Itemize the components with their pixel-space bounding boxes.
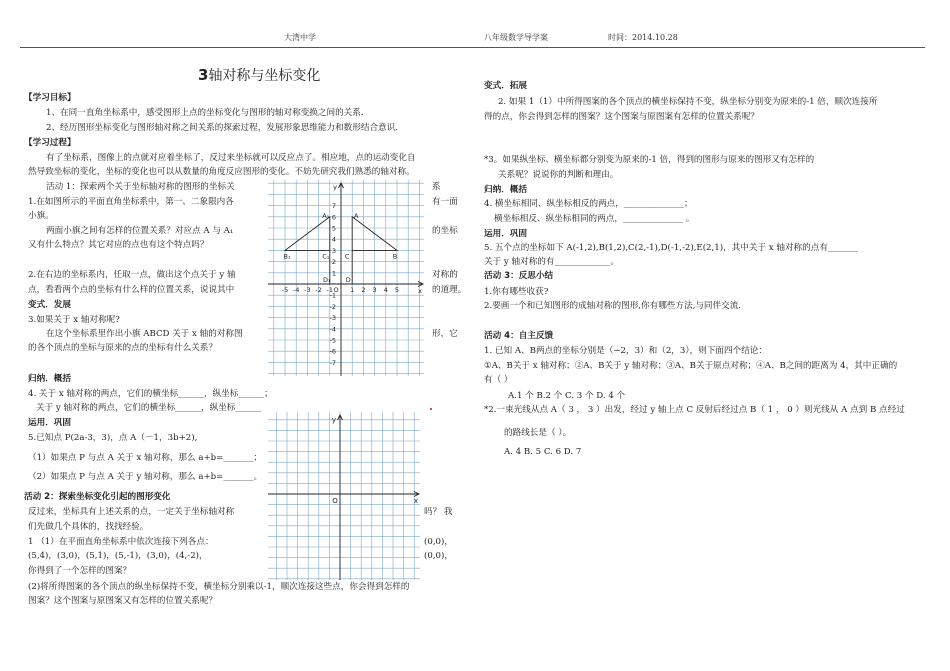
x-tick-label: 5 xyxy=(394,286,400,294)
r4-line-b: 横坐标相反、纵坐标相同的两点，______________ 。 xyxy=(494,214,695,224)
q2-line-b: 对称的 xyxy=(432,270,458,280)
x-tick-label: 3 xyxy=(372,286,377,294)
point-label-d: D xyxy=(345,276,351,284)
y-tick-label: -4 xyxy=(329,325,336,334)
x-tick-label: -5 xyxy=(281,286,289,294)
p1-line-a: 1 （1）在平面直角坐标系中依次连接下列各点： xyxy=(28,537,214,547)
q3-line-a: 3.如果关于 x 轴对称呢? xyxy=(28,315,120,325)
goals-heading: 【学习目标】 xyxy=(24,93,76,103)
activity4-title: 活动 4：自主反馈 xyxy=(484,331,554,341)
q2-line-c: 点，看看两个点的坐标有什么样的位置关系，说说其中 xyxy=(28,285,235,295)
point-label-c: C xyxy=(344,252,350,261)
page-title xyxy=(198,66,320,85)
p1-line-b: (0,0)， xyxy=(424,537,453,547)
x-tick-label: -1 xyxy=(326,286,334,294)
r7-line: 2.要画一个和已知图形的成轴对称的图形,你有哪些方法,与同伴交流. xyxy=(484,301,742,311)
q5-part-1: （1）如果点 P 与点 A 关于 x 轴对称，那么 a+b=_______； xyxy=(28,453,263,463)
act2-line-b: 吗？ 我 xyxy=(424,507,453,517)
title-text: 轴对称与坐标变化 xyxy=(208,68,321,84)
r4-line-a: 4. 横坐标相同、纵坐标相反的两点，______________； xyxy=(484,199,693,209)
right-variation-heading: 变式．拓展 xyxy=(484,81,527,91)
title-number: 3 xyxy=(198,66,209,84)
x-tick-label: 2 xyxy=(361,286,366,294)
p2-line-b: 图案？这个图案与原图案又有怎样的位置关系呢？ xyxy=(28,596,218,606)
y-tick-label: -2 xyxy=(329,302,336,311)
r6-line: 1.你有哪些收获? xyxy=(484,287,549,297)
variation-heading: 变式．发展 xyxy=(28,300,71,310)
origin-label: O xyxy=(333,286,339,294)
point-label-b1: B₁ xyxy=(283,252,291,261)
q5-line: 5.已知点 P(2a-3，3)，点 A（－1，3b+2), xyxy=(28,433,198,443)
y-tick-label: 5 xyxy=(331,224,336,233)
activity2-title: 活动 2：探索坐标变化引起的图形变化 xyxy=(24,492,171,502)
y-tick-label: 2 xyxy=(331,258,336,267)
header-school: 大湾中学 xyxy=(284,33,316,42)
x-axis-label: x xyxy=(418,287,422,295)
q2-line-a: 2.在右边的坐标系内，任取一点，做出这个点关于 y 轴 xyxy=(28,270,236,280)
act2-line-a: 反过来，坐标具有上述关系的点，一定关于坐标轴对称 xyxy=(28,507,235,517)
q1-line-d: 两面小旗之间有怎样的位置关系？对应点 A 与 A₁ xyxy=(46,226,234,236)
coordinate-grid-flags xyxy=(268,180,424,376)
r5-line-a: 5. 五个点的坐标如下 A(-1,2),B(1,2),C(2,-1),D(-1,-2),E(2,1)，其中关于 x 轴对称的点有_______ xyxy=(484,243,858,253)
r5-line-b: 关于 y 轴对称的有_____________。 xyxy=(484,257,619,267)
q1-line-a: 1.在如图所示的平面直角坐标系中，第一、二象限内各 xyxy=(28,197,234,207)
q1-line-f: 又有什么特点？其它对应的点也有这个特点吗？ xyxy=(28,240,209,250)
y-tick-label: -7 xyxy=(329,358,336,367)
y-tick-label: 4 xyxy=(331,235,336,244)
y-tick-label: -3 xyxy=(329,314,336,323)
header-rule xyxy=(20,47,925,48)
activity1-title-end: 系 xyxy=(432,182,441,192)
q4-line-b: 关于 y 轴对称的两点，它们的横坐标______，纵坐标______ xyxy=(36,403,262,413)
origin-label: O xyxy=(332,497,338,505)
y-tick-label: 6 xyxy=(331,213,336,222)
r9-line: ①A、B关于 x 轴对称；②A、B关于 y 轴对称；③A、B关于原点对称；④A、B之间的距离为 4，其中正确的 xyxy=(484,361,898,371)
intro-line-2: 然导致坐标的变化，坐标的变化也可以从数量的角度反应图形的变化。不妨先研究我们熟悉的轴对称。 xyxy=(28,167,415,177)
q1-line-e: 的坐标 xyxy=(432,226,458,236)
r3-line-a: *3。如果纵坐标、横坐标都分别变为原来的-1 倍，得到的图形与原来的图形又有怎样的 xyxy=(484,155,815,165)
apply-heading: 运用．巩固 xyxy=(28,418,71,428)
q2-line-d: 的道理。 xyxy=(432,285,467,295)
coordinate-grid-blank xyxy=(268,412,420,580)
r8-line: 1. 已知 A、B两点的坐标分别是（−2，3）和（2，3），则下面四个结论： xyxy=(484,346,767,356)
stray-mark xyxy=(430,408,432,410)
r11-options: A.1 个 B.2 个 C. 3 个 D. 4 个 xyxy=(508,391,626,401)
activity1-title: 活动 1：探索两个关于坐标轴对称的图形的坐标关 xyxy=(46,182,235,192)
r2-line-a: 2. 如果 1（1）中所得图案的各个顶点的横坐标保持不变，纵坐标分别变为原来的-1 倍，顺次连接所 xyxy=(498,97,878,107)
goal-1: 1、在同一直角坐标系中，感受图形上点的坐标变化与图形的轴对称变换之间的关系. xyxy=(46,108,364,118)
p1-line-c: (5,4)，(3,0)，(5,1)，(5,-1)，(3,0)，(4,-2)， xyxy=(28,551,208,561)
q5-part-2: （2）如果点 P 与点 A 关于 y 轴对称，那么 a+b=_______。 xyxy=(28,472,263,482)
q1-line-b: 有一面 xyxy=(432,197,458,207)
r14-options: A. 4 B. 5 C. 6 D. 7 xyxy=(504,447,582,457)
point-label-d1: D₁ xyxy=(322,276,331,284)
r3-line-b: 关系呢？说说你的判断和理由。 xyxy=(498,170,619,180)
point-label-b: B xyxy=(392,252,398,261)
goal-2: 2、经历图形坐标变化与图形轴对称之间关系的探索过程，发展形象思维能力和数形结合意识. xyxy=(46,123,398,133)
intro-line-1: 有了坐标系，图像上的点就对应着坐标了，反过来坐标就可以反应点了。相应地，点的运动变化自 xyxy=(46,153,416,163)
r10-line: 有（ ） xyxy=(484,375,513,385)
header-date: 时间：2014.10.28 xyxy=(608,33,678,42)
q1-line-c: 小旗。 xyxy=(28,211,54,221)
p1-line-d: (0,0)， xyxy=(424,551,453,561)
q3-line-d: 的各个顶点的坐标与原来的点的坐标有什么关系？ xyxy=(28,343,218,353)
q4-line-a: 4. 关于 x 轴对称的两点，它们的横坐标______，纵坐标______； xyxy=(28,389,273,399)
r12-line: *2.一束光线从点 A（ 3 ， 3 ）出发，经过 y 轴上点 C 反射后经过点 B（ 1 ， 0 ）则光线从 A 点到 B 点经过 xyxy=(484,405,905,415)
y-tick-label: 1 xyxy=(331,269,336,278)
header-subject: 八年级数学导学案 xyxy=(484,33,548,42)
y-tick-label: -6 xyxy=(329,347,336,356)
y-tick-label: -1 xyxy=(329,291,336,300)
right-apply-heading: 运用．巩固 xyxy=(484,229,527,239)
process-heading: 【学习过程】 xyxy=(24,138,76,148)
p2-line-a: (2)将所得图案的各个顶点的纵坐标保持不变，横坐标分别乘以-1，顺次连接这些点，你会得到怎样的 xyxy=(28,582,410,592)
point-label-a: A xyxy=(353,211,359,220)
summary-heading: 归纳．概括 xyxy=(28,374,71,384)
x-tick-label: -3 xyxy=(304,286,311,294)
x-axis-label: x xyxy=(413,497,419,505)
r13-line: 的路线长是（ ）。 xyxy=(504,428,572,438)
x-tick-label: 4 xyxy=(383,286,388,294)
x-tick-label: -4 xyxy=(292,286,300,294)
r2-line-b: 得的点，你会得到怎样的图案？这个图案与原图案有怎样的位置关系呢？ xyxy=(484,112,760,122)
y-tick-label: 3 xyxy=(331,246,336,255)
right-summary-heading: 归纳．概括 xyxy=(484,185,527,195)
y-tick-label: -5 xyxy=(329,336,336,345)
point-label-c1: C₁ xyxy=(322,252,330,261)
y-axis-label: y xyxy=(333,183,337,191)
activity3-title: 活动 3：反思小结 xyxy=(484,271,554,281)
y-tick-label: 7 xyxy=(331,202,336,211)
point-label-a1: A₁ xyxy=(322,211,330,220)
q3-line-b: 在这个坐标系里作出小旗 ABCD 关于 x 轴的对称图 xyxy=(46,329,243,339)
x-tick-label: 1 xyxy=(350,286,355,294)
q3-line-c: 形，它 xyxy=(432,329,458,339)
p1-line-e: 你得到了一个怎样的图案？ xyxy=(28,566,132,576)
x-tick-label: -2 xyxy=(315,286,322,294)
act2-line-c: 们先做几个具体的，找找经验。 xyxy=(28,522,149,532)
y-axis-label: y xyxy=(331,416,337,424)
